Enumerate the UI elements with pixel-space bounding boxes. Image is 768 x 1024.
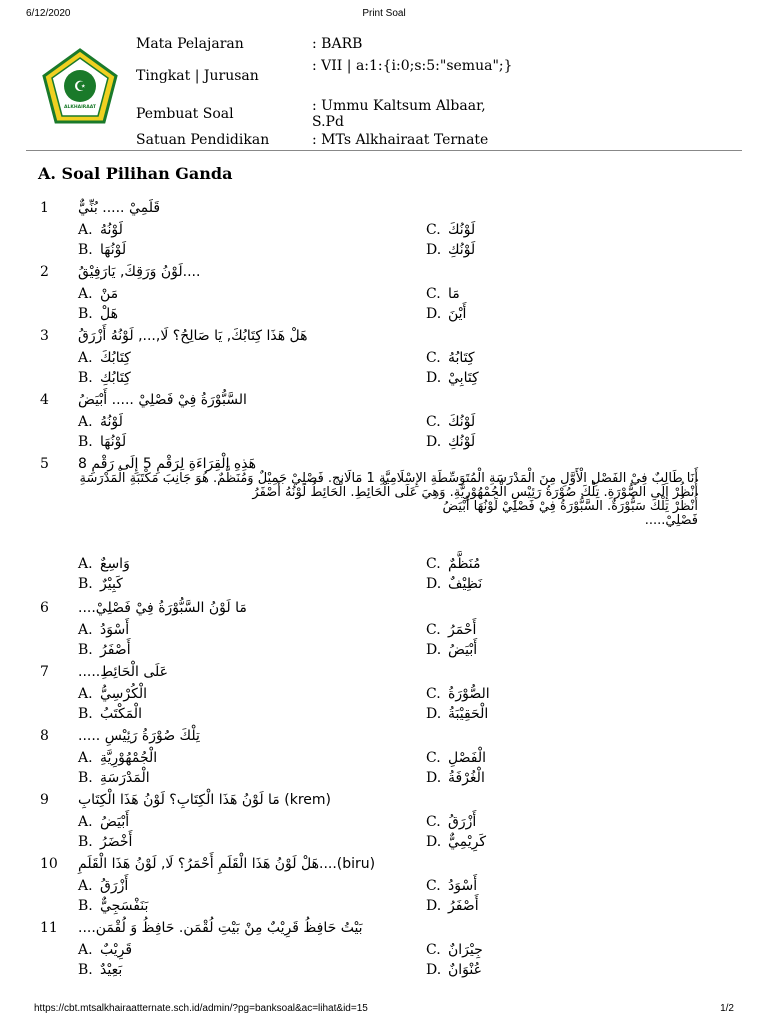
option-letter: D.: [426, 706, 442, 722]
option-d: [426, 642, 477, 658]
option-text: لَوْنُهُ: [100, 414, 123, 430]
option-text: الْمَكْتَبُ: [100, 706, 142, 722]
option-letter: A.: [78, 622, 93, 638]
option-letter: C.: [426, 750, 441, 766]
option-d: [426, 306, 466, 322]
option-d: [426, 434, 475, 450]
question-text: (biru)....هَلْ لَوْنُ هَذَا الْقَلَمِ أَحْمَرُ؟ لَا, لَوْنُ هَذَا الْقَلَمِ: [78, 856, 376, 872]
option-letter: B.: [78, 898, 93, 914]
info-label: Pembuat Soal: [136, 106, 234, 122]
option-a: [78, 414, 123, 430]
option-a: [78, 814, 129, 830]
option-a: [78, 556, 130, 572]
option-c: [426, 286, 460, 302]
question-text: قَلَمِيْ ..... بُنِّيٌّ: [78, 200, 161, 216]
question-number: 7: [40, 664, 49, 680]
option-b: [78, 370, 131, 386]
option-text: كَبِيْرٌ: [100, 576, 123, 592]
option-c: [426, 556, 481, 572]
option-text: نَظِيْفٌ: [448, 576, 483, 592]
option-d: [426, 834, 486, 850]
option-text: لَوْنُكَ: [448, 222, 476, 238]
option-text: أَسْوَدُ: [100, 622, 130, 638]
option-d: [426, 706, 488, 722]
option-b: [78, 834, 132, 850]
option-letter: B.: [78, 706, 93, 722]
option-letter: B.: [78, 576, 93, 592]
option-text: لَوْنُهُ: [100, 222, 123, 238]
option-c: [426, 414, 475, 430]
school-logo: [42, 48, 118, 124]
option-text: لَوْنُكَ: [448, 414, 476, 430]
question-text: السَّبُّوْرَةُ فِيْ فَصْلِيْ ..... أَبْيَضُ: [78, 392, 247, 408]
option-c: [426, 686, 490, 702]
option-letter: D.: [426, 306, 442, 322]
question-text: تِلْكَ صُوْرَةُ رَئِيْسِ .....: [78, 728, 200, 744]
question-text: هَلْ هَذَا كِتَابُكَ, يَا صَالِحُ؟ لَا,..., لَوْنُهُ أَزْرَقُ: [78, 328, 308, 344]
option-text: عُنْوَانٌ: [448, 962, 482, 978]
reading-passage: [78, 472, 698, 528]
option-letter: D.: [426, 576, 442, 592]
option-c: [426, 222, 475, 238]
info-value: : VII | a:1:{i:0;s:5:"semua";}: [312, 58, 513, 74]
page-url: https://cbt.mtsalkhairaatternate.sch.id/admin/?pg=banksoal&ac=lihat&id=15: [34, 1003, 368, 1014]
divider: [26, 150, 742, 151]
option-b: [78, 642, 131, 658]
option-letter: D.: [426, 898, 442, 914]
option-text: مُنَظَّمٌ: [448, 556, 481, 572]
option-text: الْكُرْسِيُّ: [100, 686, 148, 702]
info-value: : Ummu Kaltsum Albaar, S.Pd: [312, 98, 486, 130]
option-text: الْفَصْلِ: [448, 750, 486, 766]
option-letter: C.: [426, 556, 441, 572]
option-text: أَخْضَرُ: [100, 834, 133, 850]
question-number: 6: [40, 600, 49, 616]
option-letter: B.: [78, 434, 93, 450]
question-number: 3: [40, 328, 49, 344]
option-letter: D.: [426, 242, 442, 258]
option-text: كِتَابُكَ: [100, 350, 131, 366]
question-number: 1: [40, 200, 49, 216]
option-text: الْغُرْفَةُ: [448, 770, 485, 786]
option-letter: A.: [78, 286, 93, 302]
passage-line: أُنْظُرْ إِلَى الصُّوْرَةِ. تِلْكَ صُوْرَةُ رَئِيْسِ الْجُمْهُوْرِيَّةِ. وَهِيَ عَلَى الْحَائِطِ. الْحَائِطُ لَوْنُهُ أَصْفَرُ: [252, 485, 698, 500]
option-letter: C.: [426, 942, 441, 958]
option-b: [78, 576, 123, 592]
option-b: [78, 306, 118, 322]
option-text: قَرِيْبٌ: [100, 942, 133, 958]
option-letter: D.: [426, 370, 442, 386]
option-letter: A.: [78, 222, 93, 238]
option-letter: A.: [78, 942, 93, 958]
option-text: بَعِيْدٌ: [100, 962, 123, 978]
option-a: [78, 750, 157, 766]
passage-line: أُنْظُرْ تِلْكَ سَبُّوْرَةٌ. السَّبُّوْرَةُ فِيْ فَصْلِيْ لَوْنُهَا أَبْيَضُ: [442, 499, 698, 514]
page-number: 1/2: [720, 1003, 734, 1014]
option-text: كِتَابُهُ: [448, 350, 475, 366]
option-a: [78, 222, 123, 238]
question-number: 5: [40, 456, 49, 472]
option-d: [426, 898, 479, 914]
option-letter: C.: [426, 414, 441, 430]
info-value: : MTs Alkhairaat Ternate: [312, 132, 489, 148]
option-letter: A.: [78, 350, 93, 366]
option-text: أَبْيَضُ: [448, 642, 478, 658]
question-text: بَيْتُ حَافِظُ قَرِيْبٌ مِنْ بَيْتِ لُقْمَن. حَافِظُ وَ لُقْمَن....: [78, 920, 363, 936]
print-header: [26, 8, 742, 22]
option-c: [426, 350, 475, 366]
option-letter: B.: [78, 642, 93, 658]
option-letter: A.: [78, 878, 93, 894]
option-text: الْمَدْرَسَةِ: [100, 770, 150, 786]
option-letter: D.: [426, 834, 442, 850]
option-text: لَوْنُكِ: [448, 242, 476, 258]
option-text: لَوْنُهَا: [100, 434, 127, 450]
option-letter: B.: [78, 834, 93, 850]
option-text: الصُّوْرَةُ: [448, 686, 490, 702]
option-text: بَنَفْسَجِيٌّ: [100, 898, 149, 914]
option-text: مَنْ: [100, 286, 119, 302]
option-a: [78, 686, 147, 702]
option-text: كِتَابِيْ: [448, 370, 479, 386]
option-letter: B.: [78, 770, 93, 786]
option-b: [78, 898, 148, 914]
option-d: [426, 242, 475, 258]
info-label: Tingkat | Jurusan: [136, 68, 259, 84]
option-d: [426, 962, 482, 978]
option-text: هَلْ: [100, 306, 118, 322]
option-a: [78, 350, 131, 366]
option-text: مَا: [448, 286, 460, 302]
question-text: ....لَوْنُ وَرَقِكَ, يَارَفِيْقُ: [78, 264, 201, 280]
svg-text:☪: ☪: [73, 79, 87, 95]
option-text: أَحْمَرُ: [448, 622, 477, 638]
passage-line: فَصْلِيْ.....: [644, 513, 698, 528]
question-number: 9: [40, 792, 49, 808]
option-c: [426, 750, 486, 766]
option-letter: D.: [426, 770, 442, 786]
option-b: [78, 962, 122, 978]
option-letter: B.: [78, 306, 93, 322]
option-text: كِتَابُكِ: [100, 370, 131, 386]
option-a: [78, 942, 132, 958]
info-label: Mata Pelajaran: [136, 36, 244, 52]
option-letter: C.: [426, 814, 441, 830]
question-number: 8: [40, 728, 49, 744]
question-number: 2: [40, 264, 49, 280]
option-letter: C.: [426, 350, 441, 366]
option-letter: D.: [426, 642, 442, 658]
option-text: أَسْوَدُ: [448, 878, 478, 894]
option-d: [426, 370, 479, 386]
option-letter: C.: [426, 622, 441, 638]
option-text: وَاسِعٌ: [100, 556, 130, 572]
option-a: [78, 878, 128, 894]
option-letter: C.: [426, 686, 441, 702]
option-letter: A.: [78, 814, 93, 830]
option-text: لَوْنُهَا: [100, 242, 127, 258]
print-title: Print Soal: [362, 8, 406, 19]
option-text: كَرِيْمِيٌّ: [448, 834, 487, 850]
question-text: عَلَى الْحَائِطِ.....: [78, 664, 169, 680]
question-text: (krem) مَا لَوْنُ هَذَا الْكِتَابِ؟ لَوْنُ هَذَا الْكِتَابِ: [78, 792, 332, 808]
option-text: الْحَقِيْبَةُ: [448, 706, 489, 722]
option-text: أَبْيَضُ: [100, 814, 130, 830]
option-letter: C.: [426, 286, 441, 302]
option-letter: A.: [78, 686, 93, 702]
option-a: [78, 622, 129, 638]
option-b: [78, 434, 126, 450]
option-text: أَزْرَقُ: [100, 878, 129, 894]
question-number: 4: [40, 392, 49, 408]
option-letter: A.: [78, 750, 93, 766]
option-letter: B.: [78, 962, 93, 978]
option-text: أَصْفَرُ: [448, 898, 479, 914]
option-c: [426, 942, 483, 958]
option-letter: C.: [426, 878, 441, 894]
option-letter: A.: [78, 556, 93, 572]
option-b: [78, 706, 142, 722]
option-c: [426, 878, 477, 894]
option-letter: C.: [426, 222, 441, 238]
option-text: أَيْنَ: [448, 306, 467, 322]
option-d: [426, 770, 485, 786]
option-c: [426, 622, 476, 638]
option-a: [78, 286, 118, 302]
exam-info: [136, 36, 516, 148]
option-letter: A.: [78, 414, 93, 430]
passage-line: أَنَا طَالِبٌ فِيْ الفَصْلِ الْأَوَّلِ مِنَ الْمَدْرَسَةِ الْمُتَوَسِّطَةِ الإِسْلَامِيَّةِ 1 مَالَانج. فَصْلِيْ جَمِيْلٌ وَمُنَظَّمٌ. هُوَ جَانِبَ مَكْتَبَةِ الْمَدْرَسَةِ: [79, 471, 698, 486]
info-value: : BARB: [312, 36, 363, 52]
option-text: أَزْرَقُ: [448, 814, 477, 830]
question-number: 10: [40, 856, 58, 872]
option-c: [426, 814, 476, 830]
option-text: أَصْفَرُ: [100, 642, 131, 658]
option-text: جِيْرَانٌ: [448, 942, 483, 958]
option-text: الْجُمْهُوْرِيَّةِ: [100, 750, 158, 766]
option-letter: D.: [426, 434, 442, 450]
option-letter: B.: [78, 370, 93, 386]
svg-text:ALKHAIRAAT: ALKHAIRAAT: [64, 105, 96, 110]
question-number: 11: [40, 920, 58, 936]
option-d: [426, 576, 482, 592]
section-title: A. Soal Pilihan Ganda: [38, 164, 233, 183]
question-text: مَا لَوْنُ السَّبُّوْرَةُ فِيْ فَصْلِيْ....: [78, 600, 247, 616]
option-b: [78, 242, 126, 258]
option-letter: B.: [78, 242, 93, 258]
print-date: 6/12/2020: [26, 8, 71, 19]
info-label: Satuan Pendidikan: [136, 132, 270, 148]
option-text: لَوْنُكِ: [448, 434, 476, 450]
option-b: [78, 770, 150, 786]
option-letter: D.: [426, 962, 442, 978]
question-text: هَذِهِ الْقِرَاءَةِ لِرَقْمِ 5 إِلَى رَقْمِ 8: [78, 456, 256, 472]
